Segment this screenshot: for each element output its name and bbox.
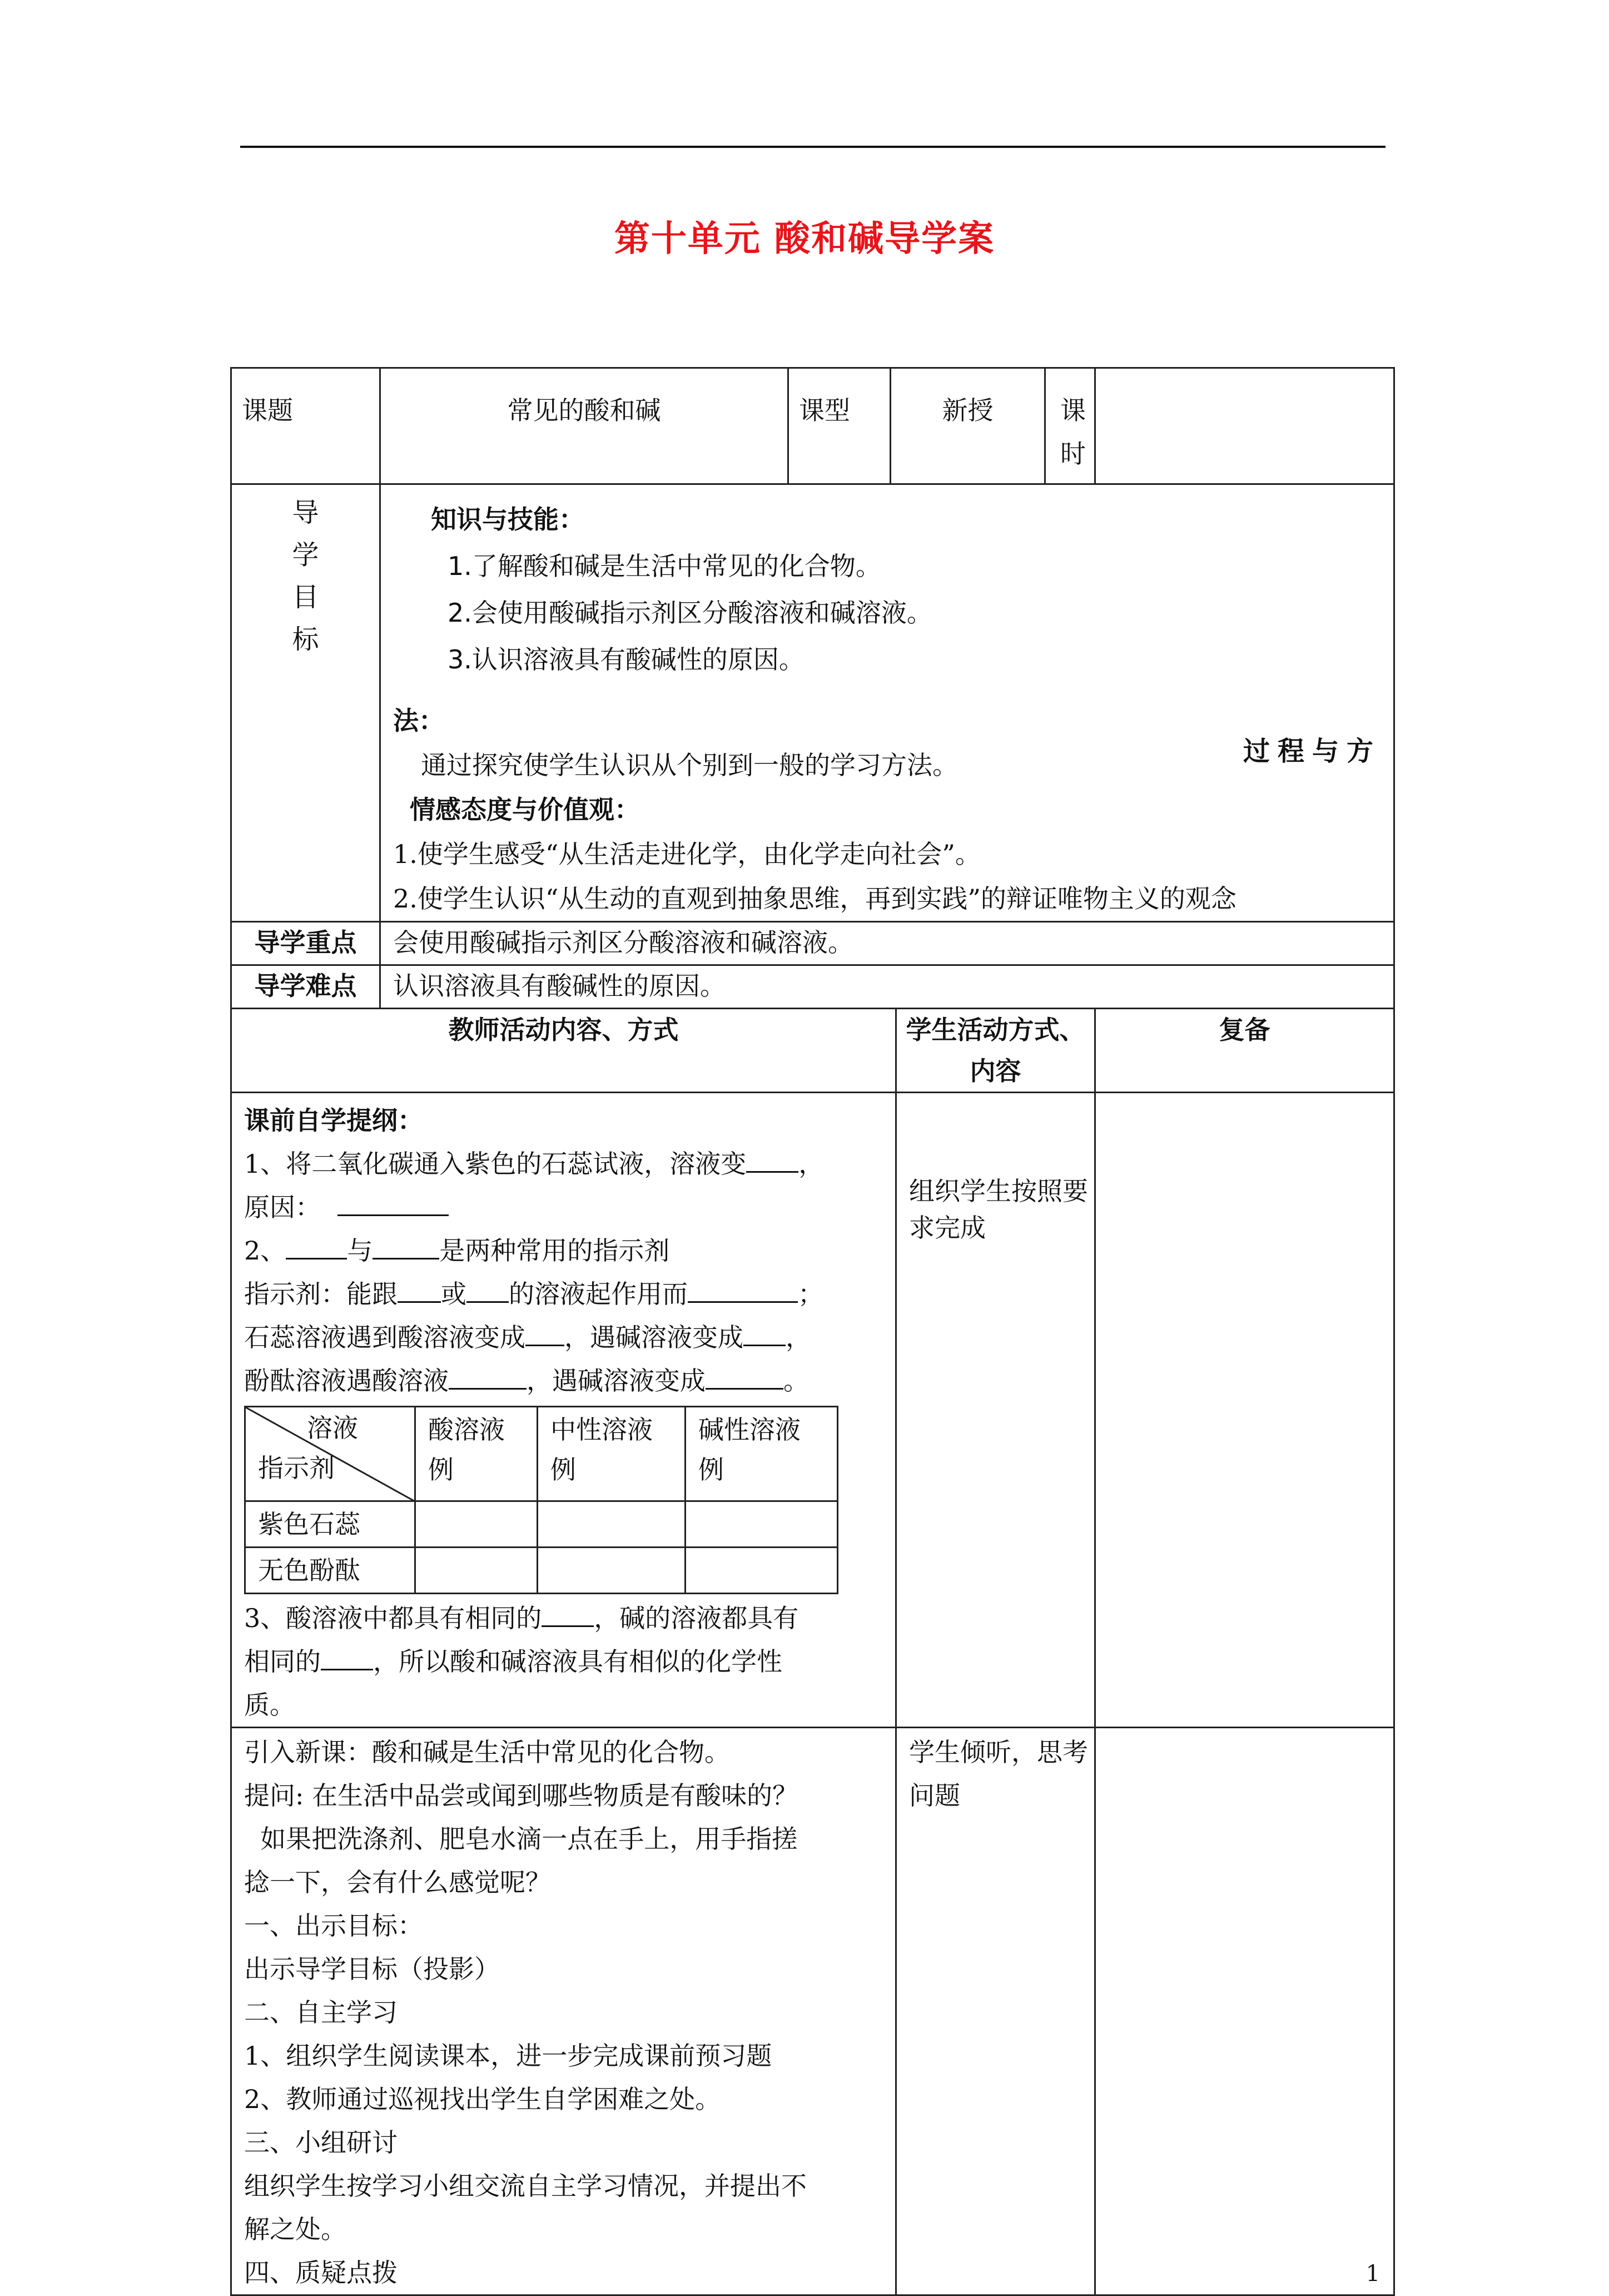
q6-text: 3、酸溶液中都具有相同的 — [244, 1603, 542, 1633]
indicator-cell — [415, 1501, 538, 1548]
q5-text: ，遇碱溶液变成 — [527, 1366, 706, 1396]
objectives-label-cell — [231, 484, 380, 922]
preview-student-cell — [896, 1093, 1095, 1728]
blank — [286, 1236, 347, 1259]
lesson-line: 2、教师通过巡视找出学生自学困难之处。 — [244, 2084, 721, 2114]
indicator-table-header — [686, 1407, 838, 1501]
blank — [542, 1603, 594, 1627]
blank — [525, 1322, 564, 1346]
q3-text: 或 — [441, 1279, 466, 1309]
preview-cell — [231, 1093, 896, 1728]
hours-value — [1096, 369, 1393, 384]
indicator-table-corner — [245, 1407, 415, 1501]
review-column-header — [1095, 1009, 1394, 1093]
blank — [337, 1192, 449, 1216]
topic-value-cell — [380, 368, 788, 484]
blank — [449, 1366, 527, 1390]
knowledge-item: 1.了解酸和碱是生活中常见的化合物。 — [448, 551, 881, 581]
q3-text: ； — [798, 1279, 823, 1309]
indicator-table — [244, 1406, 838, 1594]
header-line: 例 — [428, 1455, 454, 1485]
preview-q1-reason — [244, 1186, 887, 1229]
objectives-label-char: 导 — [292, 497, 319, 528]
q2-text: 是两种常用的指示剂 — [439, 1236, 670, 1266]
lesson-line: 如果把洗涤剂、肥皂水滴一点在手上，用手指搓 — [244, 1824, 798, 1854]
objectives-label — [232, 485, 379, 661]
blank — [466, 1279, 509, 1303]
key-point-label-cell — [231, 922, 380, 965]
indicator-cell — [686, 1501, 838, 1548]
lesson-line: 三、小组研讨 — [244, 2128, 398, 2158]
key-point-text-cell — [380, 922, 1394, 965]
type-value-cell — [891, 368, 1045, 484]
q5-text: 酚酞溶液遇酸溶液 — [244, 1366, 449, 1396]
process-heading-part2: 法： — [393, 706, 444, 736]
q3-text: 指示剂：能跟 — [244, 1279, 398, 1309]
objectives-content-cell — [380, 484, 1394, 922]
lesson-line: 组织学生按学习小组交流自主学习情况，并提出不 — [244, 2171, 807, 2201]
blank — [706, 1366, 783, 1390]
corner-top-label: 溶液 — [307, 1413, 358, 1443]
preview-student-text: 组织学生按照要求完成 — [909, 1176, 1088, 1243]
header-line: 例 — [550, 1455, 576, 1485]
lesson-line: 出示导学目标（投影） — [244, 1954, 500, 1984]
hours-label-cell — [1045, 368, 1095, 484]
student-column-header — [896, 1009, 1095, 1093]
corner-bottom-label: 指示剂 — [258, 1453, 335, 1483]
type-label: 课型 — [799, 395, 850, 425]
indicator-cell — [686, 1548, 838, 1594]
type-value: 新授 — [942, 395, 994, 425]
process-text: 通过探究使学生认识从个别到一般的学习方法。 — [421, 750, 958, 780]
lesson-line: 二、自主学习 — [244, 1997, 398, 2027]
header-line: 酸溶液 — [428, 1415, 505, 1445]
lesson-line: 1、组织学生阅读课本，进一步完成课前预习题 — [244, 2041, 772, 2071]
lesson-line: 一、出示目标： — [244, 1911, 423, 1941]
knowledge-item: 3.认识溶液具有酸碱性的原因。 — [448, 644, 804, 675]
emotion-item: 2.使学生认识“从生动的直观到抽象思维，再到实践”的辩证唯物主义的观念 — [393, 884, 1236, 914]
preview-heading: 课前自学提纲： — [244, 1105, 423, 1135]
q4-text: 石蕊溶液遇到酸溶液变成 — [244, 1322, 525, 1352]
hours-value-cell — [1095, 368, 1394, 484]
lesson-content — [232, 1728, 895, 2294]
q5-text: 。 — [783, 1366, 809, 1396]
indicator-cell — [538, 1501, 686, 1548]
indicator-table-header — [415, 1407, 538, 1501]
q4-text: ， — [786, 1322, 811, 1352]
lesson-student-cell — [896, 1728, 1095, 2295]
page-number: 1 — [1365, 2261, 1380, 2287]
key-point-label: 导学重点 — [254, 928, 357, 958]
indicator-row-label: 紫色石蕊 — [245, 1501, 415, 1548]
q6-text: ，碱的溶液都具有 — [594, 1603, 799, 1633]
key-point-text: 会使用酸碱指示剂区分酸溶液和碱溶液。 — [393, 928, 853, 958]
type-label-cell — [788, 368, 891, 484]
preview-q1 — [244, 1142, 887, 1186]
q2-text: 2、 — [244, 1236, 286, 1266]
indicator-cell — [415, 1548, 538, 1594]
q1-punct: ， — [798, 1149, 825, 1179]
knowledge-item: 2.会使用酸碱指示剂区分酸溶液和碱溶液。 — [448, 598, 932, 628]
q1-reason-label: 原因： — [244, 1192, 321, 1222]
lesson-review-cell — [1095, 1728, 1394, 2295]
preview-q4 — [244, 1316, 887, 1359]
q6-text: 相同的 — [244, 1647, 321, 1677]
blank — [746, 1149, 798, 1173]
lesson-plan-table — [230, 367, 1395, 2296]
knowledge-block — [381, 485, 1393, 683]
header-line: 中性溶液 — [550, 1415, 653, 1445]
topic-label-cell — [231, 368, 380, 484]
difficulty-text-cell — [380, 965, 1394, 1009]
preview-q5 — [244, 1359, 887, 1402]
preview-content — [232, 1093, 895, 1402]
student-column-title: 学生活动方式、内容 — [906, 1015, 1085, 1086]
blank — [321, 1647, 373, 1670]
objectives-label-char: 标 — [292, 624, 319, 655]
q6-text: ，所以酸和碱溶液具有相似的化学性 — [373, 1647, 782, 1677]
document-title: 第十单元 酸和碱导学案 — [614, 218, 995, 260]
preview-review-cell — [1095, 1093, 1394, 1728]
lesson-student-text: 学生倾听，思考问题 — [909, 1737, 1088, 1811]
blank — [373, 1236, 439, 1259]
blank — [688, 1279, 798, 1303]
preview-q6 — [232, 1596, 895, 1727]
difficulty-label-cell — [231, 965, 380, 1009]
header-rule — [240, 146, 1385, 148]
emotion-heading: 情感态度与价值观： — [410, 795, 640, 825]
lesson-line: 提问: 在生活中品尝或闻到哪些物质是有酸味的？ — [244, 1781, 798, 1811]
teacher-column-header — [231, 1009, 896, 1093]
hours-label: 课时 — [1060, 395, 1086, 469]
objectives-label-char: 学 — [292, 539, 319, 571]
process-heading-part1: 过程与方 — [1243, 736, 1382, 767]
indicator-row-label: 无色酚酞 — [245, 1548, 415, 1594]
q2-text: 与 — [347, 1236, 373, 1266]
q1-text: 1、将二氧化碳通入紫色的石蕊试液，溶液变 — [244, 1149, 747, 1179]
review-column-title: 复备 — [1219, 1015, 1270, 1045]
lesson-line: 解之处。 — [244, 2214, 346, 2244]
indicator-cell — [538, 1548, 686, 1594]
preview-q2 — [244, 1229, 887, 1272]
teacher-column-title: 教师活动内容、方式 — [448, 1015, 679, 1045]
objectives-label-char: 目 — [292, 582, 319, 613]
blank — [743, 1322, 786, 1346]
difficulty-label: 导学难点 — [254, 971, 357, 1001]
topic-label: 课题 — [242, 395, 293, 425]
lesson-cell — [231, 1728, 896, 2295]
q6-text: 质。 — [244, 1690, 295, 1720]
lesson-line: 四、质疑点拨 — [244, 2258, 398, 2288]
indicator-table-header — [538, 1407, 686, 1501]
lesson-line: 引入新课：酸和碱是生活中常见的化合物。 — [244, 1737, 730, 1767]
knowledge-heading: 知识与技能： — [431, 504, 584, 534]
q4-text: ，遇碱溶液变成 — [564, 1322, 743, 1352]
emotion-item: 1.使学生感受“从生活走进化学，由化学走向社会”。 — [393, 839, 981, 869]
q3-text: 的溶液起作用而 — [509, 1279, 688, 1309]
header-line: 碱性溶液 — [698, 1415, 801, 1445]
header-line: 例 — [698, 1455, 724, 1485]
blank — [398, 1279, 441, 1303]
difficulty-text: 认识溶液具有酸碱性的原因。 — [393, 971, 726, 1001]
process-emotion-block — [381, 683, 1393, 921]
preview-q3 — [244, 1272, 887, 1316]
lesson-line: 捻一下，会有什么感觉呢？ — [244, 1867, 551, 1897]
topic-value: 常见的酸和碱 — [507, 395, 661, 425]
